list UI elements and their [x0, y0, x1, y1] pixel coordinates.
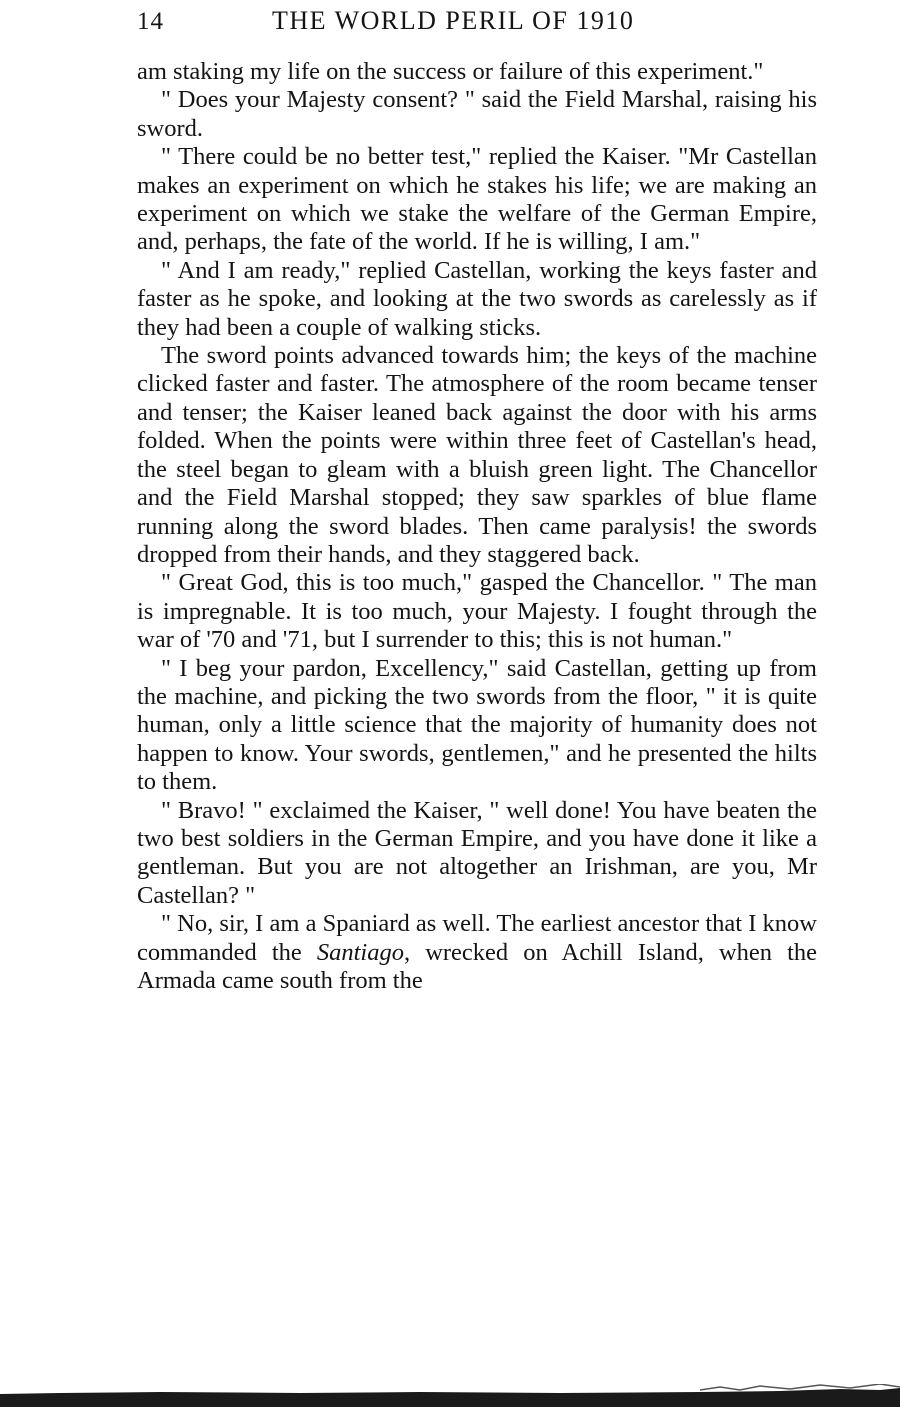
- ship-name: Santiago: [316, 938, 404, 966]
- paragraph: " Great God, this is too much," gasped the Chancellor. " The man is impregnable. It is too much, your Majesty. I fought through the war of '70 and '71, but I surrender to this; this is not human.": [137, 569, 817, 654]
- paragraph-text: , wrecked on Achill Island, when the Armada came south from the: [137, 938, 818, 994]
- paragraph: " Bravo! " exclaimed the Kaiser, " well done! You have beaten the two best soldiers in the German Empire, and you have done it like a gentleman. But you are not altogether an Irishman, are you, Mr Castellan? ": [137, 796, 817, 909]
- paragraph: [137, 910, 817, 995]
- scan-edge-shadow: [0, 1388, 900, 1407]
- page-number: 14: [137, 8, 164, 35]
- paragraph: am staking my life on the success or failure of this experiment.": [137, 58, 764, 85]
- running-head: THE WORLD PERIL OF 1910: [272, 6, 635, 35]
- paragraph: The sword points advanced towards him; the keys of the machine clicked faster and faster. The atmosphere of the room became tenser and tenser; the Kaiser leaned back against the door with his arms folded. When the points were within three feet of Castellan's head, the steel began to gleam with a bluish green light. The Chancellor and the Field Marshal stopped; they saw sparkles of blue flame running along the sword blades. Then came paralysis! the swords dropped from their hands, and they staggered back.: [137, 342, 817, 568]
- paragraph: " I beg your pardon, Excellency," said Castellan, getting up from the machine, and picking the two swords from the floor, " it is quite human, only a little science that the majority of humanity does not happen to know. Your swords, gentlemen," and he presented the hilts to them.: [137, 654, 817, 796]
- paragraph: " Does your Majesty consent? " said the Field Marshal, raising his sword.: [137, 86, 817, 142]
- paragraph-text: " No, sir, I am a Spaniard as well. The earliest ancestor that I know commanded the: [137, 910, 817, 966]
- paragraph: " There could be no better test," replied the Kaiser. "Mr Castellan makes an experiment on which he stakes his life; we are making an experiment on which we stake the welfare of the German Empire, and, perhaps, the fate of the world. If he is willing, I am.": [137, 143, 817, 256]
- scan-edge-artifact: [0, 1384, 900, 1407]
- scan-edge-noise: [700, 1384, 900, 1390]
- body-text: [137, 58, 817, 995]
- paragraph: " And I am ready," replied Castellan, working the keys faster and faster as he spoke, and looking at the two swords as carelessly as if they had been a couple of walking sticks.: [137, 256, 817, 341]
